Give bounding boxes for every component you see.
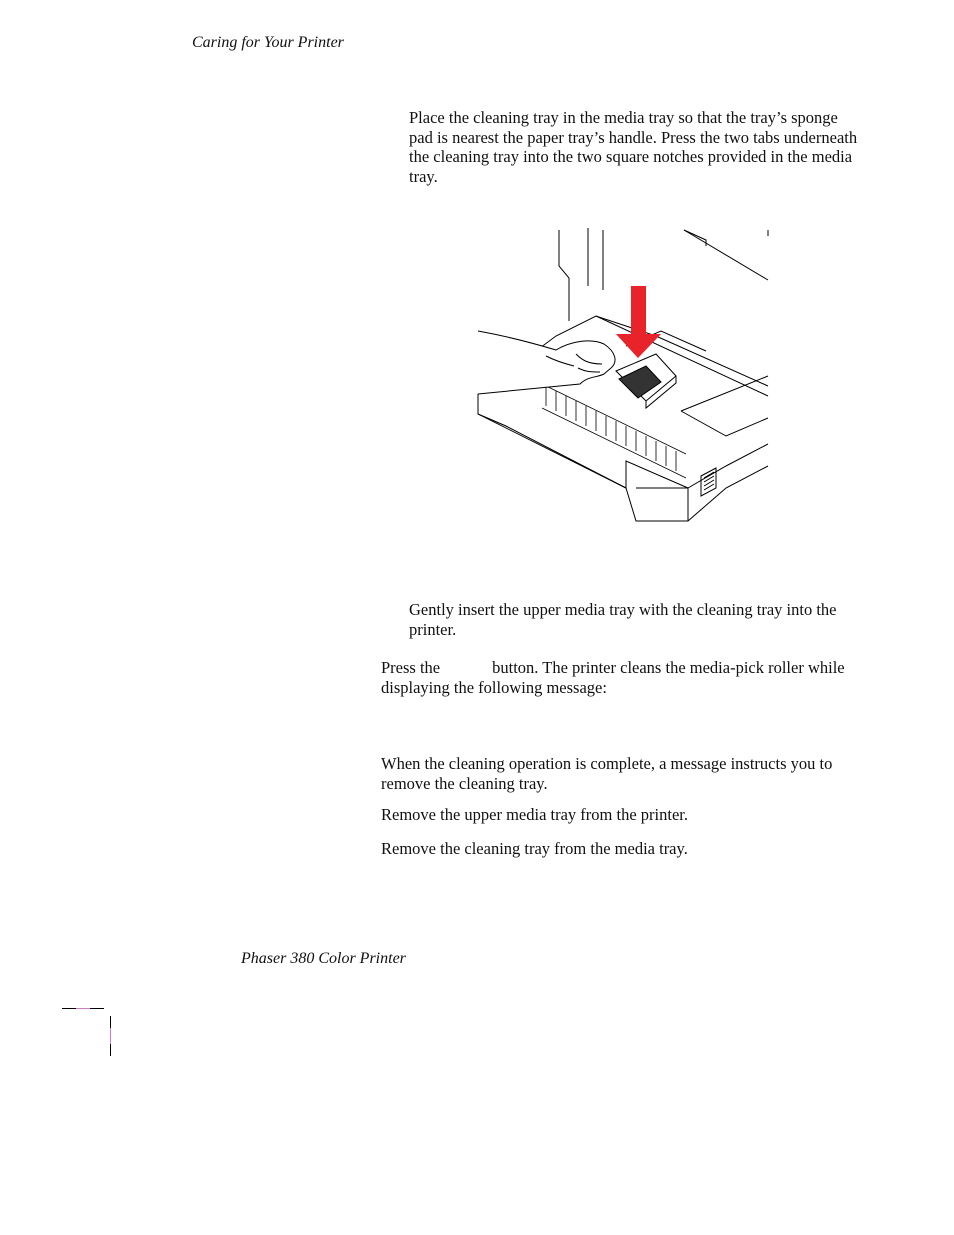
crop-mark-vertical xyxy=(110,1016,111,1056)
press-text-before: Press the xyxy=(381,658,441,677)
press-text-after: button. The printer cleans the media-pick roller while displaying the following message: xyxy=(381,658,845,697)
step-remove-cleaning-tray: Remove the cleaning tray from the media tray. xyxy=(381,839,688,858)
step-insert-media-tray: Gently insert the upper media tray with the cleaning tray into the printer. xyxy=(409,600,837,639)
step-press-button xyxy=(381,658,861,697)
crop-mark-registration xyxy=(110,1028,111,1044)
crop-mark-registration xyxy=(76,1008,90,1009)
crop-mark-horizontal xyxy=(62,1008,104,1009)
step-operation-complete: When the cleaning operation is complete, a message instructs you to remove the cleaning tray. xyxy=(381,754,833,793)
page-footer: Phaser 380 Color Printer xyxy=(241,950,406,967)
cleaning-tray-illustration xyxy=(476,226,770,524)
step-remove-media-tray: Remove the upper media tray from the printer. xyxy=(381,805,688,824)
step-place-cleaning-tray: Place the cleaning tray in the media tray so that the tray’s sponge pad is nearest the paper tray’s handle. Press the two tabs underneath the cleaning tray into the two square notches provided in the media tray. xyxy=(409,108,858,186)
running-head: Caring for Your Printer xyxy=(192,34,344,51)
